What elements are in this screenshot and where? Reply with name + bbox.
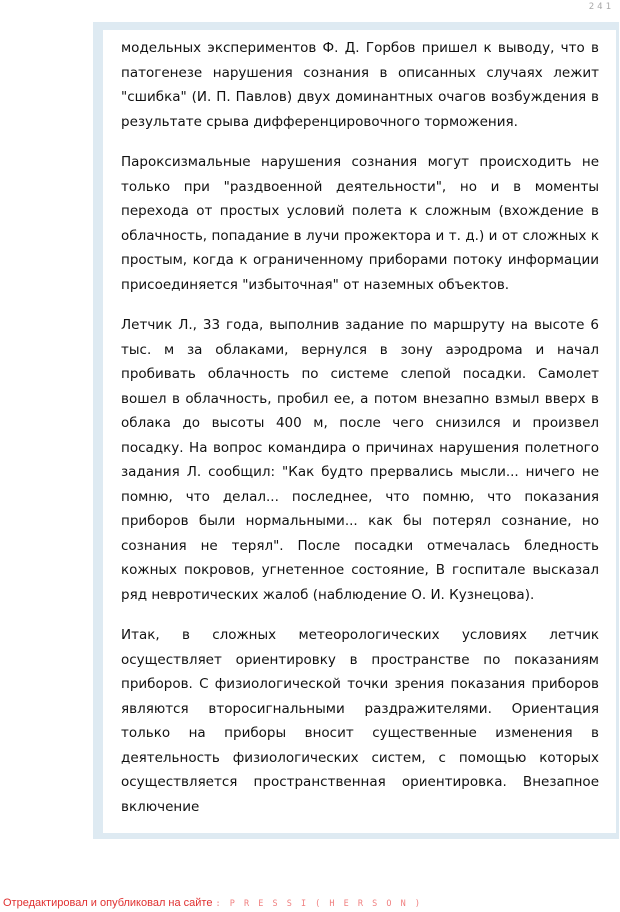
paragraph-1: модельных экспериментов Ф. Д. Горбов пришел к выводу, что в патогенезе нарушения сознания в описанных случаях лежит "сшибка" (И. П. Павлов) двух доминантных очагов возбуждения в результате срыва дифференцировочного торможения. <box>121 40 599 130</box>
footer-brand-link[interactable]: : P R E S S I ( H E R S O N ) <box>215 899 422 909</box>
paragraph-2: Пароксизмальные нарушения сознания могут происходить не только при "раздвоенной деятельности", но и в моменты перехода от простых условий полета к сложным (вхождение в облачность, попадание в лучи прожектора и т. д.) и от сложных к простым, когда к ограниченному приборами потоку информации присоединяется "избыточная" от наземных объектов. <box>121 154 599 293</box>
body-text <box>121 36 599 819</box>
footer-text: Отредактировал и опубликовал на сайте <box>3 897 213 909</box>
page-number: 241 <box>588 2 614 12</box>
paragraph-3: Летчик Л., 33 года, выполнив задание по маршруту на высоте 6 тыс. м за облаками, вернулся в зону аэродрома и начал пробивать облачность по системе слепой посадки. Самолет вошел в облачность, пробил ее, а потом внезапно взмыл вверх в облака до высоты 400 м, после чего снизился и произвел посадку. На вопрос командира о причинах нарушения полетного задания Л. сообщил: "Как будто прервались мысли... ничего не помню, что делал... последнее, что помню, что показания приборов были нормальными... как бы потерял сознание, но сознания не терял". После посадки отмечалась бледность кожных покровов, угнетенное состояние, В госпитале высказал ряд невротических жалоб (наблюдение О. И. Кузнецова). <box>121 317 599 603</box>
paragraph-4: Итак, в сложных метеорологических условиях летчик осуществляет ориентировку в пространстве по показаниям приборов. С физиологической точки зрения показания приборов являются второсигнальными раздражителями. Ориентация только на приборы вносит существенные изменения в деятельность физиологических систем, с помощью которых осуществляется пространственная ориентировка. Внезапное включение <box>121 627 599 815</box>
content-area <box>103 30 616 833</box>
footer-credit <box>3 897 422 909</box>
